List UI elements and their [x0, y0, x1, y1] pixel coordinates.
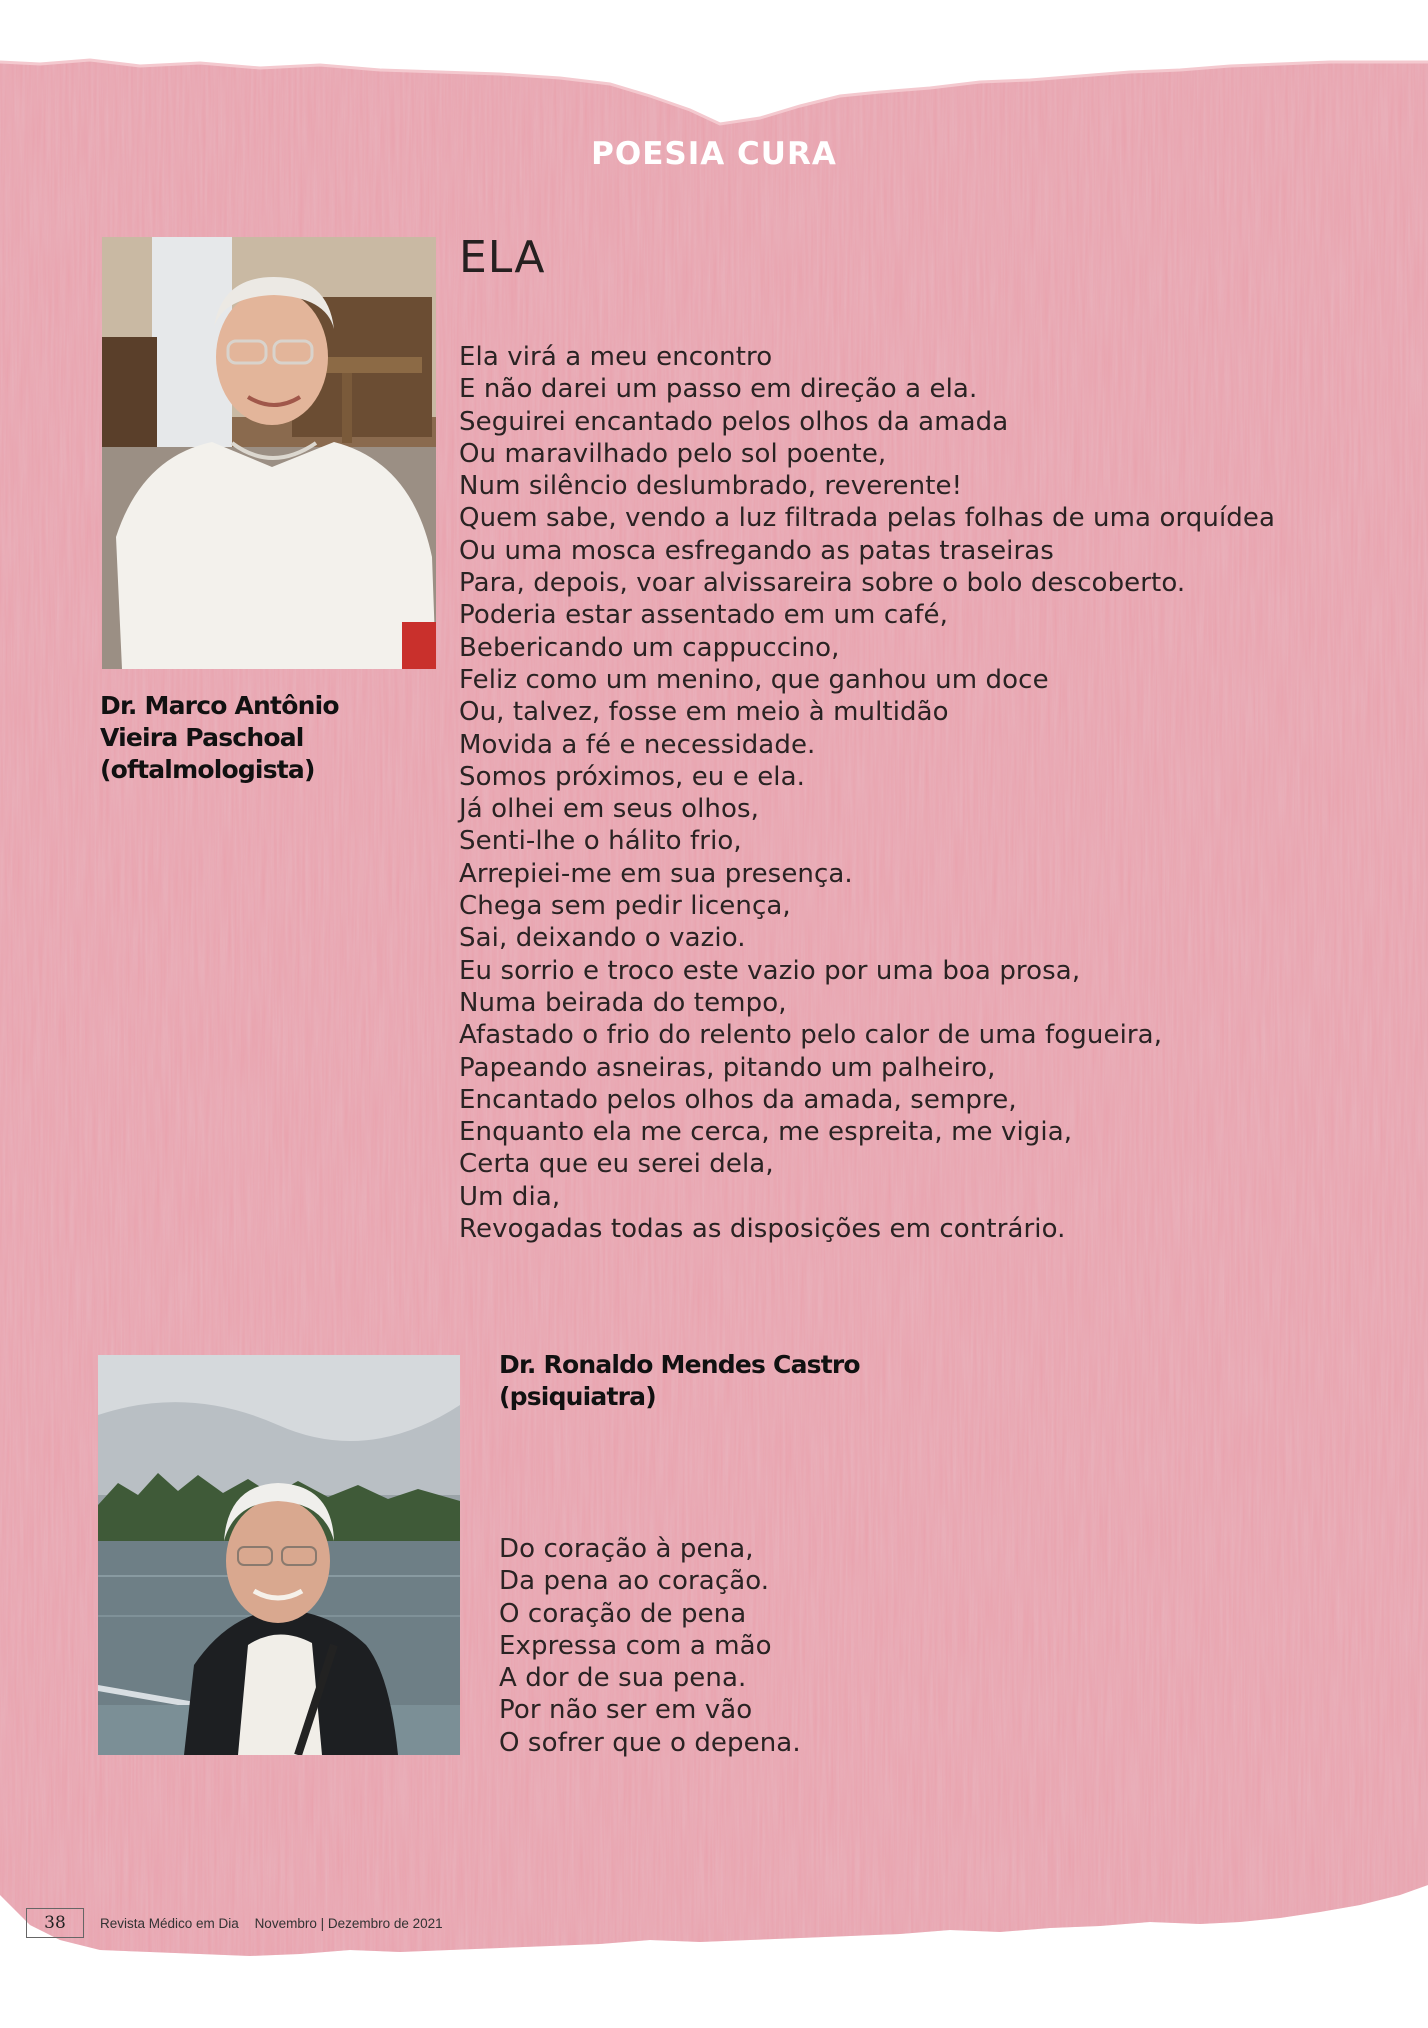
poem-line: Senti-lhe o hálito frio,: [459, 826, 742, 857]
magazine-name: Revista Médico em Dia: [100, 1916, 239, 1931]
poem-line: Arrepiei-me em sua presença.: [459, 858, 853, 889]
poem-line: Um dia,: [459, 1181, 561, 1212]
poem-line: Para, depois, voar alvissareira sobre o bolo descoberto.: [459, 568, 1186, 599]
poem-line: Afastado o frio do relento pelo calor de uma fogueira,: [459, 1020, 1163, 1051]
poem-line: O coração de pena: [499, 1598, 747, 1629]
issue-date: Novembro | Dezembro de 2021: [254, 1916, 443, 1931]
poem-line: E não darei um passo em direção a ela.: [459, 374, 978, 405]
poem-line: Seguirei encantado pelos olhos da amada: [459, 406, 1009, 437]
poem-line: Certa que eu serei dela,: [459, 1149, 774, 1180]
poem-line: Do coração à pena,: [499, 1534, 754, 1564]
author-photo-ronaldo: [98, 1355, 460, 1755]
author-line: (oftalmologista): [100, 755, 315, 784]
poem-pena-body: [499, 1533, 801, 1759]
page-number: 38: [26, 1908, 84, 1938]
poem-title: ELA: [459, 232, 546, 283]
poem-line: Por não ser em vão: [499, 1695, 753, 1726]
poem-line: Chega sem pedir licença,: [459, 891, 791, 922]
poem-ela-body: [459, 341, 1275, 1245]
footer-credit: [100, 1916, 443, 1931]
poem-line: Somos próximos, eu e ela.: [459, 761, 806, 792]
poem-line: Poderia estar assentado em um café,: [459, 600, 948, 631]
author-line: Dr. Marco Antônio: [100, 691, 339, 720]
author-line: (psiquiatra): [499, 1382, 656, 1411]
poem-line: Papeando asneiras, pitando um palheiro,: [459, 1052, 996, 1083]
poem-line: Encantado pelos olhos da amada, sempre,: [459, 1084, 1017, 1115]
poem-line: Ela virá a meu encontro: [459, 342, 773, 372]
poem-line: Eu sorrio e troco este vazio por uma boa prosa,: [459, 955, 1081, 986]
author-photo-marco: [102, 237, 436, 669]
poem-line: Sai, deixando o vazio.: [459, 923, 746, 954]
poem-line: Enquanto ela me cerca, me espreita, me vigia,: [459, 1117, 1073, 1148]
poem-line: Já olhei em seus olhos,: [459, 794, 760, 825]
poem-line: Quem sabe, vendo a luz filtrada pelas folhas de uma orquídea: [459, 503, 1276, 534]
poem-line: Movida a fé e necessidade.: [459, 729, 816, 760]
poem-line: O sofrer que o depena.: [499, 1727, 801, 1758]
poem-line: Da pena ao coração.: [499, 1566, 770, 1597]
author-line: Vieira Paschoal: [100, 723, 304, 752]
poem-line: Bebericando um cappuccino,: [459, 632, 840, 663]
poem-line: Numa beirada do tempo,: [459, 987, 787, 1018]
section-title: POESIA CURA: [591, 136, 837, 172]
poem-line: Expressa com a mão: [499, 1630, 772, 1661]
poem-line: Ou, talvez, fosse em meio à multidão: [459, 697, 949, 728]
poem-line: Ou uma mosca esfregando as patas traseiras: [459, 535, 1054, 566]
author-name-marco: [100, 690, 339, 786]
poem-line: Revogadas todas as disposições em contrário.: [459, 1214, 1066, 1245]
poem-line: Num silêncio deslumbrado, reverente!: [459, 471, 963, 502]
author-name-ronaldo: [499, 1349, 860, 1413]
poem-line: A dor de sua pena.: [499, 1663, 747, 1694]
author-line: Dr. Ronaldo Mendes Castro: [499, 1350, 860, 1379]
poem-line: Ou maravilhado pelo sol poente,: [459, 438, 887, 469]
poem-line: Feliz como um menino, que ganhou um doce: [459, 664, 1049, 695]
